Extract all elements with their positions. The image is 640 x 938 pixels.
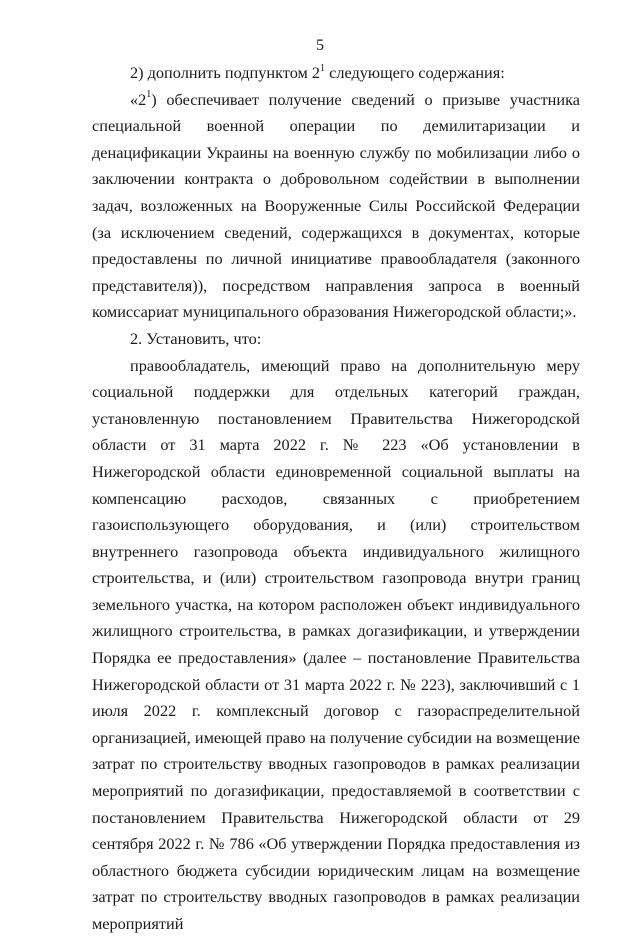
paragraph-text: 2. Установить, что:: [130, 328, 262, 348]
paragraph-text: следующего содержания:: [325, 63, 505, 82]
paragraph-rightholder: [92, 353, 580, 938]
superscript: 1: [146, 89, 152, 101]
page-number: 5: [316, 37, 324, 54]
superscript: 1: [320, 62, 326, 74]
paragraph-item-2: [92, 326, 580, 353]
paragraph-text: правообладатель, имеющий право на дополнительную меру социальной поддержки для отдельных категорий граждан, установленную постановлением Правительства Нижегородской области от 31 марта 2022 г. № 223 «Об установлении в Нижегородской области единовременной социальной выплаты на компенсацию расходов, связанных с приобретением газоиспользующего оборудования, и (или) строительством внутреннего газопровода объекта индивидуального жилищного строительства, и (или) строительством газопровода внутри границ земельного участка, на котором расположен объект индивидуального жилищного строительства, в рамках догазификации, и утверждении Порядка ее предоставления» (далее – постановление Правительства Нижегородской области от 31 марта 2022 г. № 223), заключивший с 1 июля 2022 г. комплексный договор с газораспределительной организацией, имеющей право на получение субсидии на возмещение затрат по строительству вводных газопроводов в рамках реализации мероприятий по догазификации, предоставляемой в соответствии с постановлением Правительства Нижегородской области от 29 сентября 2022 г. № 786 «Об утверждении Порядка предоставления из областного бюджета субсидии юридическим лицам на возмещение затрат по строительству вводных газопроводов в рамках реализации мероприятий: [92, 355, 580, 933]
paragraph-subitem-2-1: [92, 87, 580, 326]
document-body: [92, 60, 580, 938]
paragraph-amendment-intro: [92, 60, 580, 87]
paragraph-text: 2) дополнить подпунктом 2: [130, 63, 321, 82]
paragraph-text: ) обеспечивает получение сведений о призыве участника специальной военной операции по демилитаризации и денацификации Украины на военную службу по мобилизации либо о заключении контракта о добровольном содействии в выполнении задач, возложенных на Вооруженные Силы Российской Федерации (за исключением сведений, содержащихся в документах, которые предоставлены по личной инициативе правообладателя (законного представителя)), посредством направления запроса в военный комиссариат муниципального образования Нижегородской области;».: [92, 89, 580, 322]
paragraph-text: «2: [130, 89, 147, 109]
